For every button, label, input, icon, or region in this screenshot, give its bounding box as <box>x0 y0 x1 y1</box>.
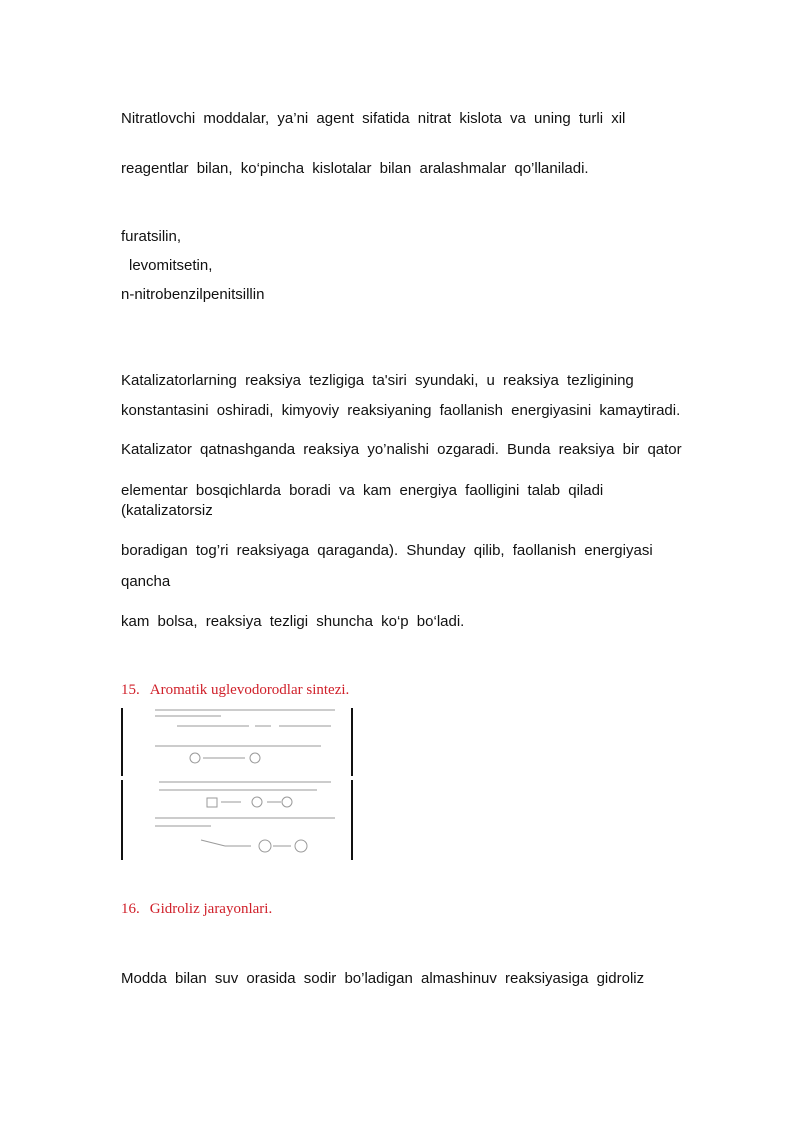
paragraph-2-line-8: kam bolsa, reaksiya tezligi shuncha ko‘p bo‘ladi. <box>121 613 465 630</box>
paragraph-2-line-6: boradigan tog’ri reaksiyaga qaraganda). Shunday qilib, faollanish energiyasi <box>121 542 653 559</box>
paragraph-2-line-4: elementar bosqichlarda boradi va kam energiya faolligini talab qiladi <box>121 482 604 499</box>
paragraph-2-line-2: konstantasini oshiradi, kimyoviy reaksiyaning faollanish energiyasini kamaytiradi. <box>121 402 681 419</box>
list-item-nitrobenzilpenitsillin: n-nitrobenzilpenitsillin <box>121 286 265 303</box>
section-16-title: Gidroliz jarayonlari. <box>149 901 273 917</box>
list-item-levomitsetin: levomitsetin, <box>129 257 213 274</box>
section-15-heading <box>121 682 349 699</box>
section-15-number: 15. <box>121 682 140 698</box>
chemical-reaction-scheme-image <box>121 706 354 862</box>
reaction-scheme-drawing <box>121 706 354 862</box>
paragraph-1-line-1: Nitratlovchi moddalar, ya’ni agent sifatida nitrat kislota va uning turli xil <box>121 110 626 127</box>
paragraph-2-line-7: qancha <box>121 573 171 590</box>
section-16-number: 16. <box>121 901 140 917</box>
section-15-title: Aromatik uglevodorodlar sintezi. <box>149 682 350 698</box>
paragraph-1-line-2: reagentlar bilan, ko‘pincha kislotalar bilan aralashmalar qo’llaniladi. <box>121 160 589 177</box>
paragraph-2-line-3: Katalizator qatnashganda reaksiya yo’nalishi ozgaradi. Bunda reaksiya bir qator <box>121 441 682 458</box>
paragraph-3-line-1: Modda bilan suv orasida sodir bo’ladigan almashinuv reaksiyasiga gidroliz <box>121 970 645 987</box>
section-16-heading <box>121 901 272 918</box>
paragraph-2-line-1: Katalizatorlarning reaksiya tezligiga ta'siri syundaki, u reaksiya tezligining <box>121 372 634 389</box>
paragraph-2-line-5: (katalizatorsiz <box>121 502 213 519</box>
list-item-furatsilin: furatsilin, <box>121 228 182 245</box>
